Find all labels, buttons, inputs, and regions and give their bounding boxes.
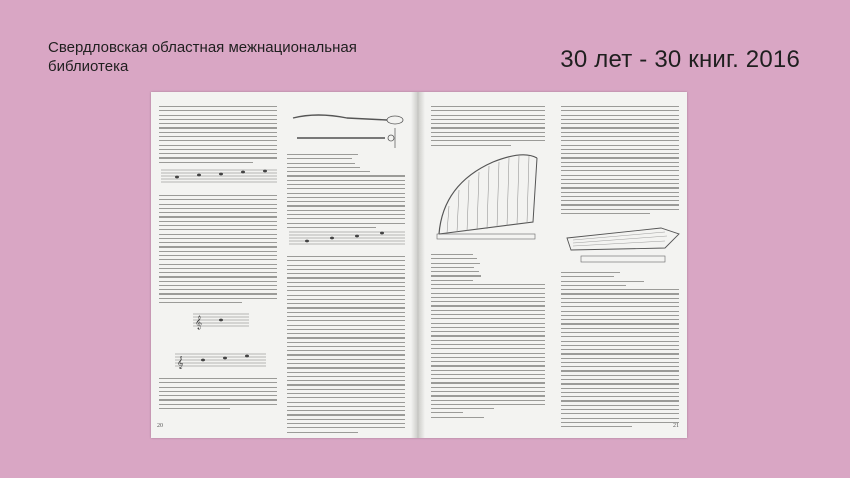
library-name bbox=[48, 38, 357, 76]
book-spread-image bbox=[151, 92, 687, 438]
headline: 30 лет - 30 книг. 2016 bbox=[560, 46, 800, 73]
svg-text:𝄞: 𝄞 bbox=[195, 315, 203, 329]
kantele-instrument-drawing bbox=[561, 208, 683, 268]
library-name-line-2: библиотека bbox=[48, 58, 129, 75]
left-page-text-column-4 bbox=[287, 154, 405, 231]
right-page-text-column-1 bbox=[431, 106, 545, 149]
right-page-number: 21 bbox=[673, 423, 679, 429]
svg-text:𝄞: 𝄞 bbox=[177, 356, 184, 369]
harp-instrument-drawing bbox=[433, 144, 543, 246]
left-page-text-column-2 bbox=[159, 195, 277, 306]
instrument-drawing bbox=[287, 108, 409, 150]
left-page-text-column-3 bbox=[159, 378, 277, 412]
left-page-number: 20 bbox=[157, 423, 163, 429]
music-notation-figure-2 bbox=[191, 306, 251, 346]
right-page-text-column-2 bbox=[431, 284, 545, 412]
book-spine bbox=[411, 92, 425, 438]
right-page-caption-list bbox=[431, 254, 501, 284]
left-page-text-column-5 bbox=[287, 256, 405, 436]
right-page-text-column-4 bbox=[561, 272, 679, 430]
music-notation-figure-3 bbox=[173, 348, 268, 372]
library-name-line-1: Свердловская областная межнациональная bbox=[48, 39, 357, 56]
music-notation-figure-1 bbox=[159, 164, 279, 190]
left-page-text-column-1 bbox=[159, 106, 277, 166]
right-page-text-column-3 bbox=[561, 106, 679, 217]
right-page-caption-list-2 bbox=[431, 408, 501, 421]
music-notation-figure-4 bbox=[287, 226, 407, 250]
